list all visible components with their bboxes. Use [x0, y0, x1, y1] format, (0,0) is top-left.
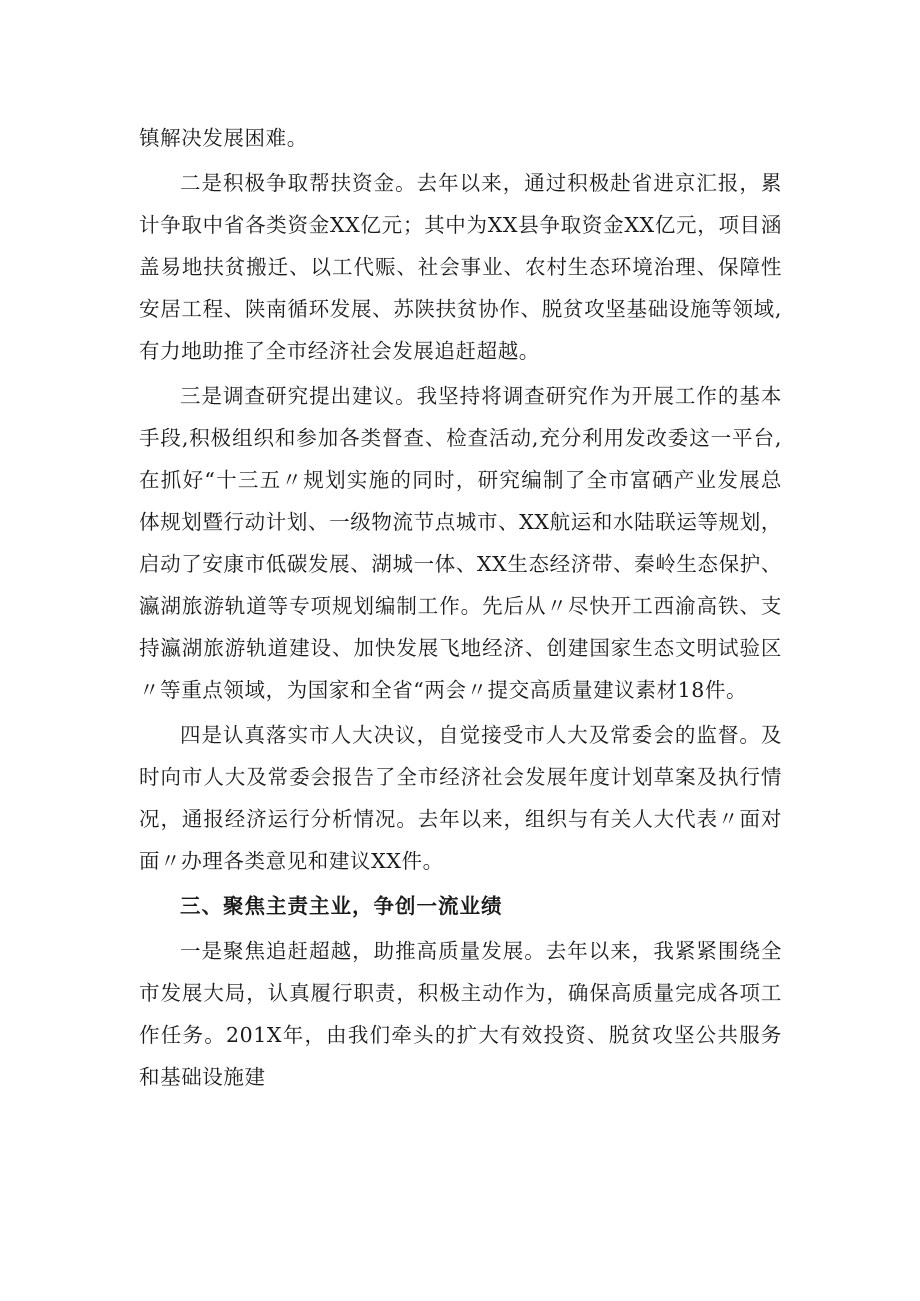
paragraph-focus: 一是聚焦追赶超越，助推高质量发展。去年以来，我紧紧围绕全市发展大局，认真履行职责，积极主动作为，确保高质量完成各项工作任务。201X年，由我们牵头的扩大有效投资、脱贫攻坚公共服务和基础设施建 [139, 939, 782, 1089]
paragraph-congress: 四是认真落实市人大决议，自觉接受市人大及常委会的监督。及时向市人大及常委会报告了全市经济社会发展年度计划草案及执行情况，通报经济运行分析情况。去年以来，组织与有关人大代表〃面对面〃办理各类意见和建议XX件。 [139, 723, 782, 873]
paragraph-research: 三是调查研究提出建议。我坚持将调查研究作为开展工作的基本手段,积极组织和参加各类督查、检查活动,充分利用发改委这一平台,在抓好“十三五〃规划实施的同时，研究编制了全市富硒产业发展总体规划暨行动计划、一级物流节点城市、XX航运和水陆联运等规划，启动了安康市低碳发展、湖城一体、XX生态经济带、秦岭生态保护、瀛湖旅游轨道等专项规划编制工作。先后从〃尽快开工西渝高铁、支持瀛湖旅游轨道建设、加快发展飞地经济、创建国家生态文明试验区〃等重点领域，为国家和全省“两会〃提交高质量建议素材18件。 [139, 384, 782, 702]
section-heading: 三、聚焦主责主业，争创一流业绩 [180, 894, 503, 918]
paragraph-continuation: 镇解决发展困难。 [139, 126, 308, 150]
document-body [139, 117, 782, 1101]
paragraph-funding: 二是积极争取帮扶资金。去年以来，通过积极赴省进京汇报，累计争取中省各类资金XX亿元；其中为XX县争取资金XX亿元，项目涵盖易地扶贫搬迁、以工代赈、社会事业、农村生态环境治理、保障性安居工程、陕南循环发展、苏陕扶贫协作、脱贫攻坚基础设施等领域,有力地助推了全市经济社会发展追赶超越。 [139, 171, 782, 363]
